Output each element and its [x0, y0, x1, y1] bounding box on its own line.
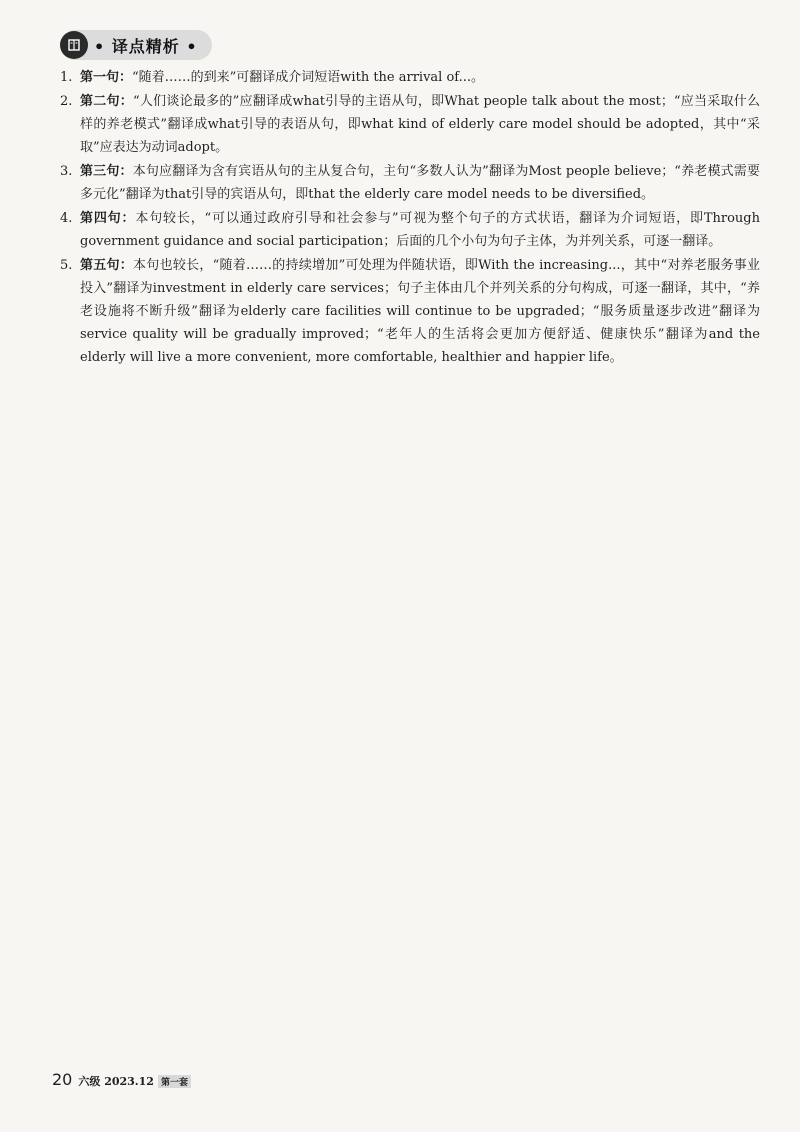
exam-info: 六级 2023.12: [78, 1075, 154, 1088]
page-footer: [52, 1070, 191, 1089]
note-heading: 第四句：: [80, 211, 136, 226]
note-item-1: [60, 66, 760, 89]
note-heading: 第五句：: [80, 258, 134, 273]
note-heading: 第二句：: [80, 94, 133, 109]
note-text: “随着……的到来”可翻译成介词短语with the arrival of...。: [132, 70, 485, 85]
note-heading: 第三句：: [80, 164, 133, 179]
note-text: 本句也较长，“随着……的持续增加”可处理为伴随状语，即With the increasing...，其中“对养老服务事业投入”翻译为investment in elderly care services；句子主体由几个并列关系的分句构成，可逐一翻译，其中，“养老设施将不断升级”翻译为elderly care facilities will continue to be upgraded；“服务质量逐步改进”翻译为service quality will be gradually improved；“老年人的生活将会更加方便舒适、健康快乐”翻译为and the elderly will live a more convenient, more comfortable, healthier and happier life。: [80, 258, 760, 365]
note-number: 4.: [60, 211, 73, 226]
note-item-5: [60, 254, 760, 369]
note-body: [80, 207, 760, 253]
note-body: [80, 66, 760, 89]
note-heading: 第一句：: [80, 70, 133, 85]
page-number: 20: [52, 1070, 73, 1089]
note-text: “人们谈论最多的”应翻译成what引导的主语从句，即What people talk about the most；“应当采取什么样的养老模式”翻译成what引导的表语从句，即what kind of elderly care model should be adopted，其中“采取”应表达为动词adopt。: [80, 94, 760, 155]
note-number: 5.: [60, 258, 73, 273]
note-number: 1.: [60, 70, 73, 85]
book-icon: [60, 31, 88, 59]
translation-notes: [60, 66, 760, 370]
note-item-3: [60, 160, 760, 206]
note-body: [80, 90, 760, 159]
note-item-4: [60, 207, 760, 253]
note-text: 本句较长，“可以通过政府引导和社会参与”可视为整个句子的方式状语，翻译为介词短语，即Through government guidance and social participation；后面的几个小句为句子主体，为并列关系，可逐一翻译。: [80, 211, 760, 249]
section-header: [60, 30, 212, 60]
note-item-2: [60, 90, 760, 159]
section-title: • 译点精析 •: [94, 36, 198, 56]
note-number: 3.: [60, 164, 73, 179]
set-tag: 第一套: [158, 1075, 191, 1088]
note-number: 2.: [60, 94, 73, 109]
note-text: 本句应翻译为含有宾语从句的主从复合句，主句“多数人认为”翻译为Most people believe；“养老模式需要多元化”翻译为that引导的宾语从句，即that the elderly care model needs to be diversified。: [80, 164, 760, 202]
note-body: [80, 160, 760, 206]
note-body: [80, 254, 760, 369]
